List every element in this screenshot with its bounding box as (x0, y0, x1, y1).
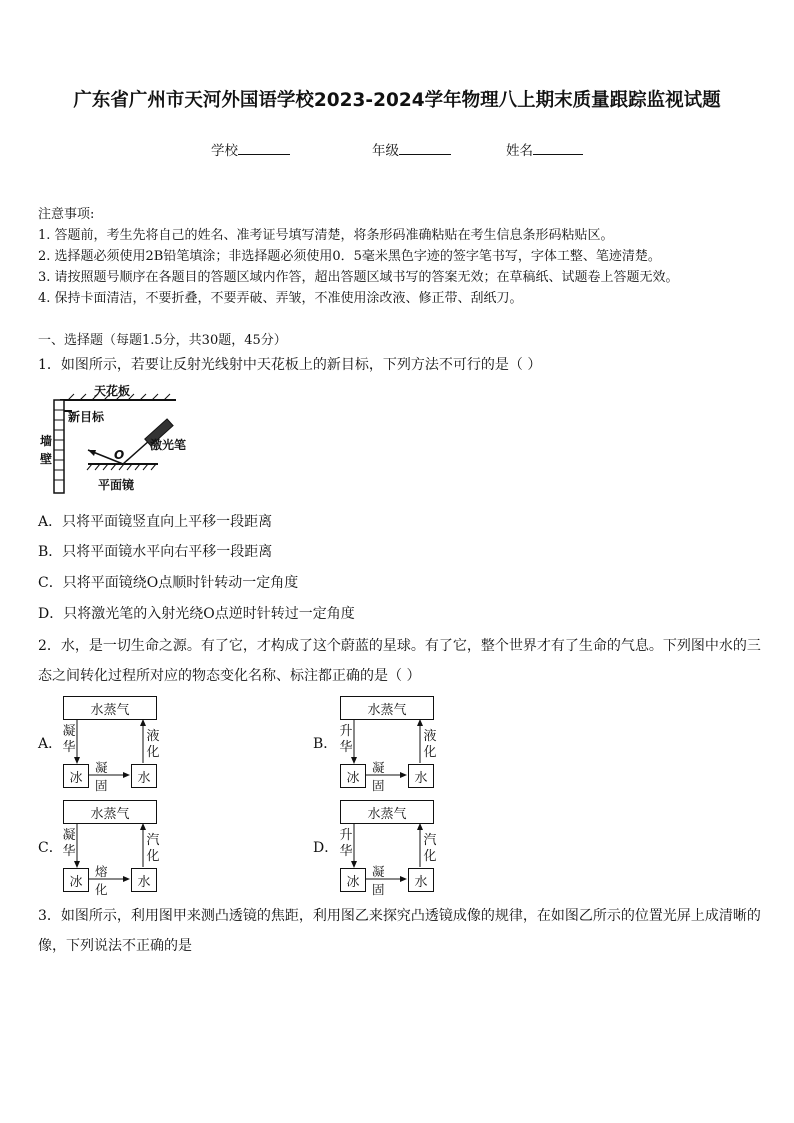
target-label: 新目标 (68, 410, 105, 424)
ice-box: 冰 (63, 764, 89, 788)
notice-item: 2. 选择题必须使用2B铅笔填涂；非选择题必须使用0．5毫米黑色字迹的签字笔书写，字体工整、笔迹清楚。 (38, 249, 661, 264)
grade-label: 年级 (372, 143, 399, 159)
laser-label: 激光笔 (150, 438, 187, 452)
notice-heading: 注意事项: (38, 207, 95, 222)
question-3-stem-line-2: 像，下列说法不正确的是 (38, 938, 192, 954)
question-1-option-d[interactable]: D．只将激光笔的入射光绕O点逆时针转过一定角度 (38, 606, 355, 622)
vapor-box: 水蒸气 (340, 800, 434, 824)
ice-box: 冰 (63, 868, 89, 892)
water-box: 水 (131, 764, 157, 788)
up-label: 汽化 (146, 833, 160, 864)
across-label: 凝固 (372, 864, 385, 897)
up-label: 汽化 (423, 833, 437, 864)
wall-label-2: 壁 (40, 452, 53, 466)
name-label: 姓名 (506, 143, 533, 159)
down-label: 凝华 (62, 724, 76, 755)
notice-item: 1. 答题前，考生先将自己的姓名、准考证号填写清楚，将条形码准确粘贴在考生信息条形码粘贴区。 (38, 228, 614, 243)
notice-item: 3. 请按照题号顺序在各题目的答题区域内作答，超出答题区域书写的答案无效；在草稿纸、试题卷上答题无效。 (38, 270, 679, 285)
section-heading: 一、选择题（每题1.5分，共30题，45分） (38, 333, 287, 348)
across-label: 熔化 (95, 864, 108, 897)
question-1-stem: 1．如图所示，若要让反射光线射中天花板上的新目标，下列方法不可行的是（ ） (38, 357, 542, 373)
notice-item: 4. 保持卡面清洁，不要折叠，不要弄破、弄皱，不准使用涂改液、修正带、刮纸刀。 (38, 291, 523, 306)
ice-box: 冰 (340, 868, 366, 892)
question-3-stem-line-1: 3．如图所示，利用图甲来测凸透镜的焦距，利用图乙来探究凸透镜成像的规律，在如图乙所示的位置光屏上成清晰的 (38, 908, 761, 924)
question-1-option-a[interactable]: A．只将平面镜竖直向上平移一段距离 (38, 514, 273, 530)
vapor-box: 水蒸气 (63, 696, 157, 720)
wall-label-1: 墙 (40, 434, 53, 448)
up-label: 液化 (146, 729, 160, 760)
name-blank (533, 140, 583, 155)
option-letter: A． (38, 736, 63, 752)
school-label: 学校 (211, 143, 238, 159)
across-label: 凝固 (95, 760, 108, 793)
question-2-stem-line-1: 2．水，是一切生命之源。有了它，才构成了这个蔚蓝的星球。有了它，整个世界才有了生命的气息。下列图中水的三 (38, 638, 761, 654)
ice-box: 冰 (340, 764, 366, 788)
question-1-option-c[interactable]: C．只将平面镜绕O点顺时针转动一定角度 (38, 575, 299, 591)
water-box: 水 (131, 868, 157, 892)
arrows (0, 0, 460, 900)
question-2-stem-line-2: 态之间转化过程所对应的物态变化名称、标注都正确的是（ ） (38, 668, 421, 684)
point-o-label: O (114, 448, 125, 462)
water-box: 水 (408, 868, 434, 892)
option-letter: C． (38, 840, 63, 856)
vapor-box: 水蒸气 (340, 696, 434, 720)
down-label: 升华 (339, 724, 353, 755)
across-label: 凝固 (372, 760, 385, 793)
mirror-label: 平面镜 (98, 478, 135, 492)
vapor-box: 水蒸气 (63, 800, 157, 824)
up-label: 液化 (423, 729, 437, 760)
down-label: 升华 (339, 828, 353, 859)
ceiling-label: 天花板 (94, 384, 131, 398)
down-label: 凝华 (62, 828, 76, 859)
option-letter: B． (313, 736, 338, 752)
water-box: 水 (408, 764, 434, 788)
option-letter: D． (313, 840, 339, 856)
question-1-option-b[interactable]: B．只将平面镜水平向右平移一段距离 (38, 544, 273, 560)
exam-title: 广东省广州市天河外国语学校2023-2024学年物理八上期末质量跟踪监视试题 (73, 90, 721, 111)
name-field (506, 139, 583, 159)
